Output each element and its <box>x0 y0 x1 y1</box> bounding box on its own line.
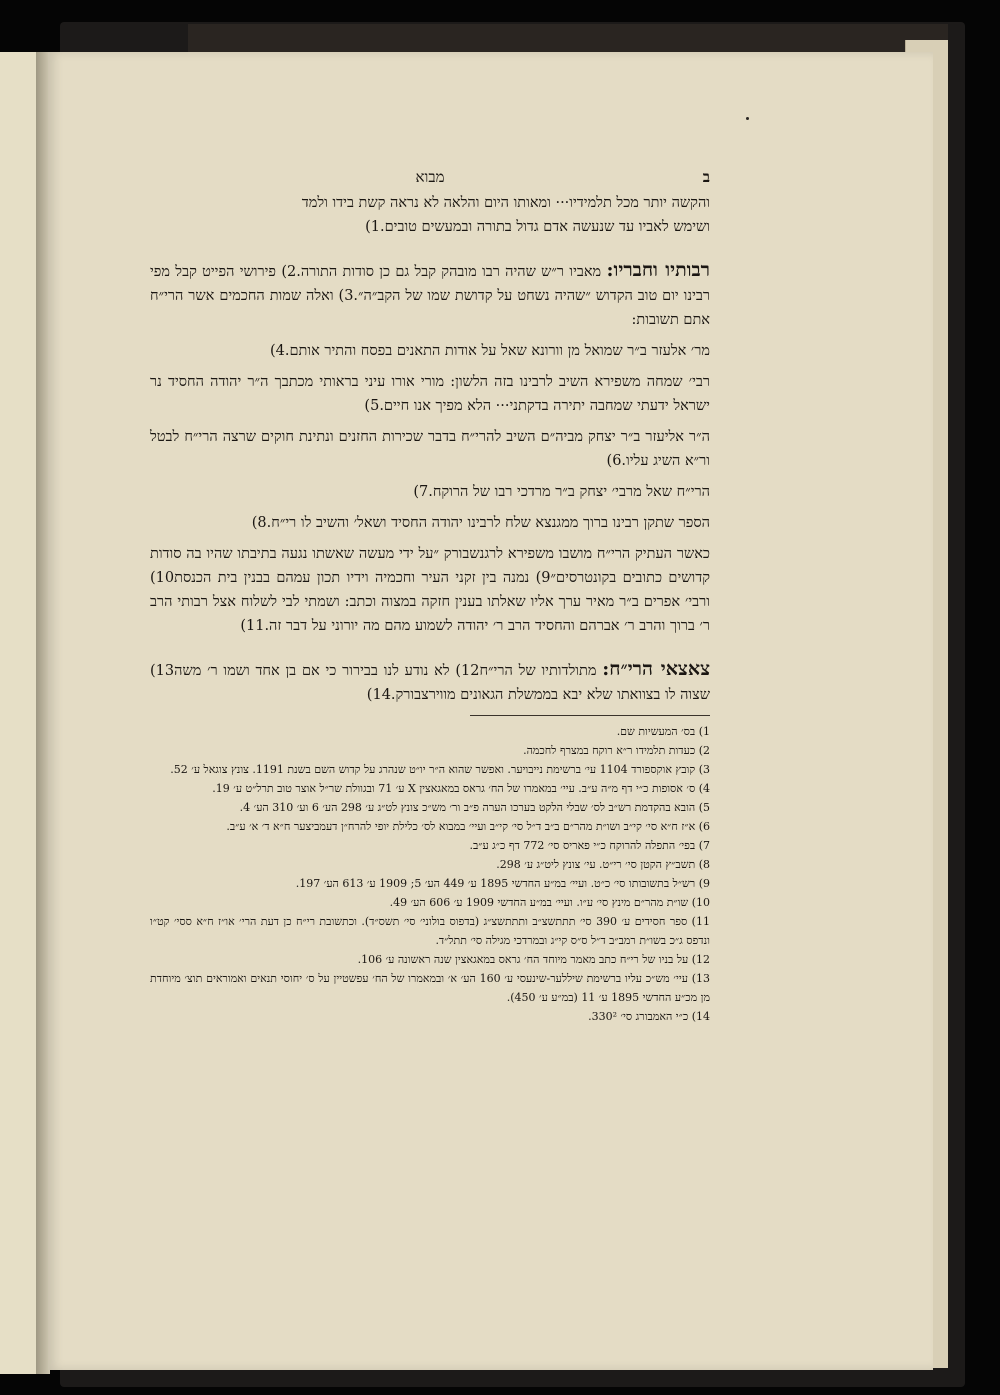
footnote: 2) כעדות תלמידו ר״א רוקח במצרף לחכמה. <box>523 744 710 757</box>
footnote: 10) שו״ת מהר״ם מינץ סי׳ ע״ו. ועיי׳ במ״ע החדשי 1909 ע׳ 606 הע׳ 49. <box>389 896 710 909</box>
footnote: 1) בס׳ המעשיות שם. <box>616 725 710 738</box>
intro-line-1: והקשה יותר מכל תלמידיו··· ומאותו היום והלאה לא נראה קשת בידו ולמד <box>301 195 710 211</box>
section-rabbis-p4: ה״ר אליעזר ב״ר יצחק מביה״ם השיב להרי״ח בדבר שכירות החזנים ונתינת חוקים שרצה הרי״ח לבטל ור״א השיג עליו.6) <box>150 429 710 469</box>
section-rabbis-p7: כאשר העתיק הרי״ח מושבו משפירא לרגנשבורק ״על ידי מעשה שאשתו נגעה בתיבתו שהיו בה סודות קדושים כתובים בקונטרסים״9) נמנה בין זקני העיר וחכמיה וידיו תכון עמהם בבנין בית הכנסת10) ורבי׳ אפרים ב״ר מאיר ערך אליו שאלתו בענין חזקה במצוה וכתב: ושמתי לבי לשלוח אצל רבותי הרב ר׳ ברוך והרב ר׳ אברהם והחסיד הרב ר׳ יהודה לשמוע מהם מה יורוני על דבר זה.11) <box>150 546 710 634</box>
footnote: 8) תשב״ץ הקטן סי׳ רי״ט. עי׳ צונץ ליט״ג ע׳ 298. <box>496 858 710 871</box>
left-page-edge <box>0 52 36 1374</box>
page-number: ב <box>702 168 710 186</box>
section-rabbis-text: מאביו ר״ש שהיה רבו מובהק קבל גם כן סודות התורה.2) פירושי הפייט קבל מפי רבינו יום טוב הקדוש ״שהיה נשחט על קדושת שמו של הקב״ה״.3) ואלה שמות החכמים אשר הרי״ח אתם תשובות: <box>150 264 710 328</box>
section-rabbis-p2: מר׳ אלעזר ב״ר שמואל מן וורונא שאל על אודות התאנים בפסח והתיר אותם.4) <box>269 343 710 359</box>
footnote: 11) ספר חסידים ע׳ 390 סי׳ תתתשצ״ב ותתתשצ״ג (בדפוס בולוני׳ סי׳ תשס״ד). וכתשובת רי״ח כן דעת הרי׳ או״ז ח״א ססי׳ קט״ו ונדפס ג״כ בשו״ת רמב״ב ד״ל ס״ס קי״ג ובמרדכי מגילה סי׳ תתל״ד. <box>150 915 710 947</box>
footnote: 7) בפי׳ התפלה להרוקח כ״י פאריס סי׳ 772 דף כ״ג ע״ב. <box>469 839 710 852</box>
footnote: 14) כ״י האמבורג סי׳ 330². <box>588 1010 710 1023</box>
running-header <box>150 165 710 191</box>
footnote: 4) ס׳ אסופות כ״י דף מ״ה ע״ב. עיי׳ במאמרו של הח׳ גראס במאגאצין X ע׳ 71 ובגוולת שר״ל אוצר טוב תרל״ט ע׳ 19. <box>212 782 710 795</box>
section-descendants <box>150 657 710 707</box>
intro-line-2: ושימש לאביו עד שנעשה אדם גדול בתורה ובמעשים טובים.1) <box>365 219 710 235</box>
footnote: 9) רש״ל בתשובותו סי׳ כ״ט. ועיי׳ במ״ע החדשי 1895 ע׳ 449 הע׳ 5; 1909 ע׳ 613 הע׳ 197. <box>295 877 710 890</box>
section-rabbis-p3: רבי׳ שמחה משפירא השיב לרבינו בזה הלשון: מורי אורו עיני בראותי מכתבך ה״ר יהודה החסיד נר ישראל ידעתי שמחבה יתירה בדקתני··· הלא מפיך אנו חיים.5) <box>150 374 710 414</box>
page-text <box>150 165 710 1026</box>
footnote: 12) על בניו של רי״ח כתב מאמר מיוחד הח׳ גראס במאגאצין שנה ראשונה ע׳ 106. <box>357 953 710 966</box>
section-rabbis-p1 <box>150 258 710 332</box>
section-rabbis-p5: הרי״ח שאל מרבי׳ יצחק ב״ר מרדכי רבו של הרוקח.7) <box>413 484 710 500</box>
footnote: 3) קובץ אוקספורד 1104 עי׳ ברשימת נייבויער. ואפשר שהוא ה״ר יו״ט שנהרג על קדוש השם בשנת 1191. צונץ צוגאל ע׳ 52. <box>170 763 710 776</box>
section-descendants-text: מתולדותיו של הרי״ח12) לא נודע לנו בבירור כי אם בן אחד ושמו ר׳ משה13) שצוה לו בצוואתו שלא יבא בממשלת הגאונים מווירצבורק.14) <box>150 663 710 703</box>
section-heading-rabbis: רבותיו וחבריו: <box>606 259 711 281</box>
running-title: מבוא <box>415 168 445 186</box>
footnote: 6) א״ז ח״א סי׳ קי״ב ושו״ת מהר״ם ב״ב ד״ל סי׳ קי״ב ועיי׳ במבוא לס׳ כלילת יופי להרח״ן דעמביצער ח״א ד׳ א׳ ע״ב. <box>226 820 710 833</box>
footnote: 5) הובא בהקדמת רש״ב לס׳ שבלי הלקט בערכו הערה פ״ב ור׳ מש״כ צונץ לט״ג ע׳ 298 הע׳ 6 וע׳ 310 הע׳ 4. <box>239 801 710 814</box>
ink-spot <box>746 117 749 120</box>
footnotes <box>150 722 710 1026</box>
footnote-rule <box>470 715 710 716</box>
section-rabbis-p6: הספר שתקן רבינו ברוך ממגנצא שלח לרבינו יהודה החסיד ושאל׳ והשיב לו רי״ח.8) <box>251 515 710 531</box>
section-heading-descendants: צאצאי הרי״ח: <box>602 658 711 680</box>
footnote: 13) עיי׳ מש״כ עליו ברשימת שיללער-שינעסי ע׳ 160 הע׳ א׳ ובמאמרו של הח׳ עפשטיין על ס׳ יחוסי תנאים ואמוראים תוצ׳ מיוחדת מן מכ״ע החדשי 1895 ע׳ 11 (במ״ע ע׳ 450). <box>150 972 711 1004</box>
